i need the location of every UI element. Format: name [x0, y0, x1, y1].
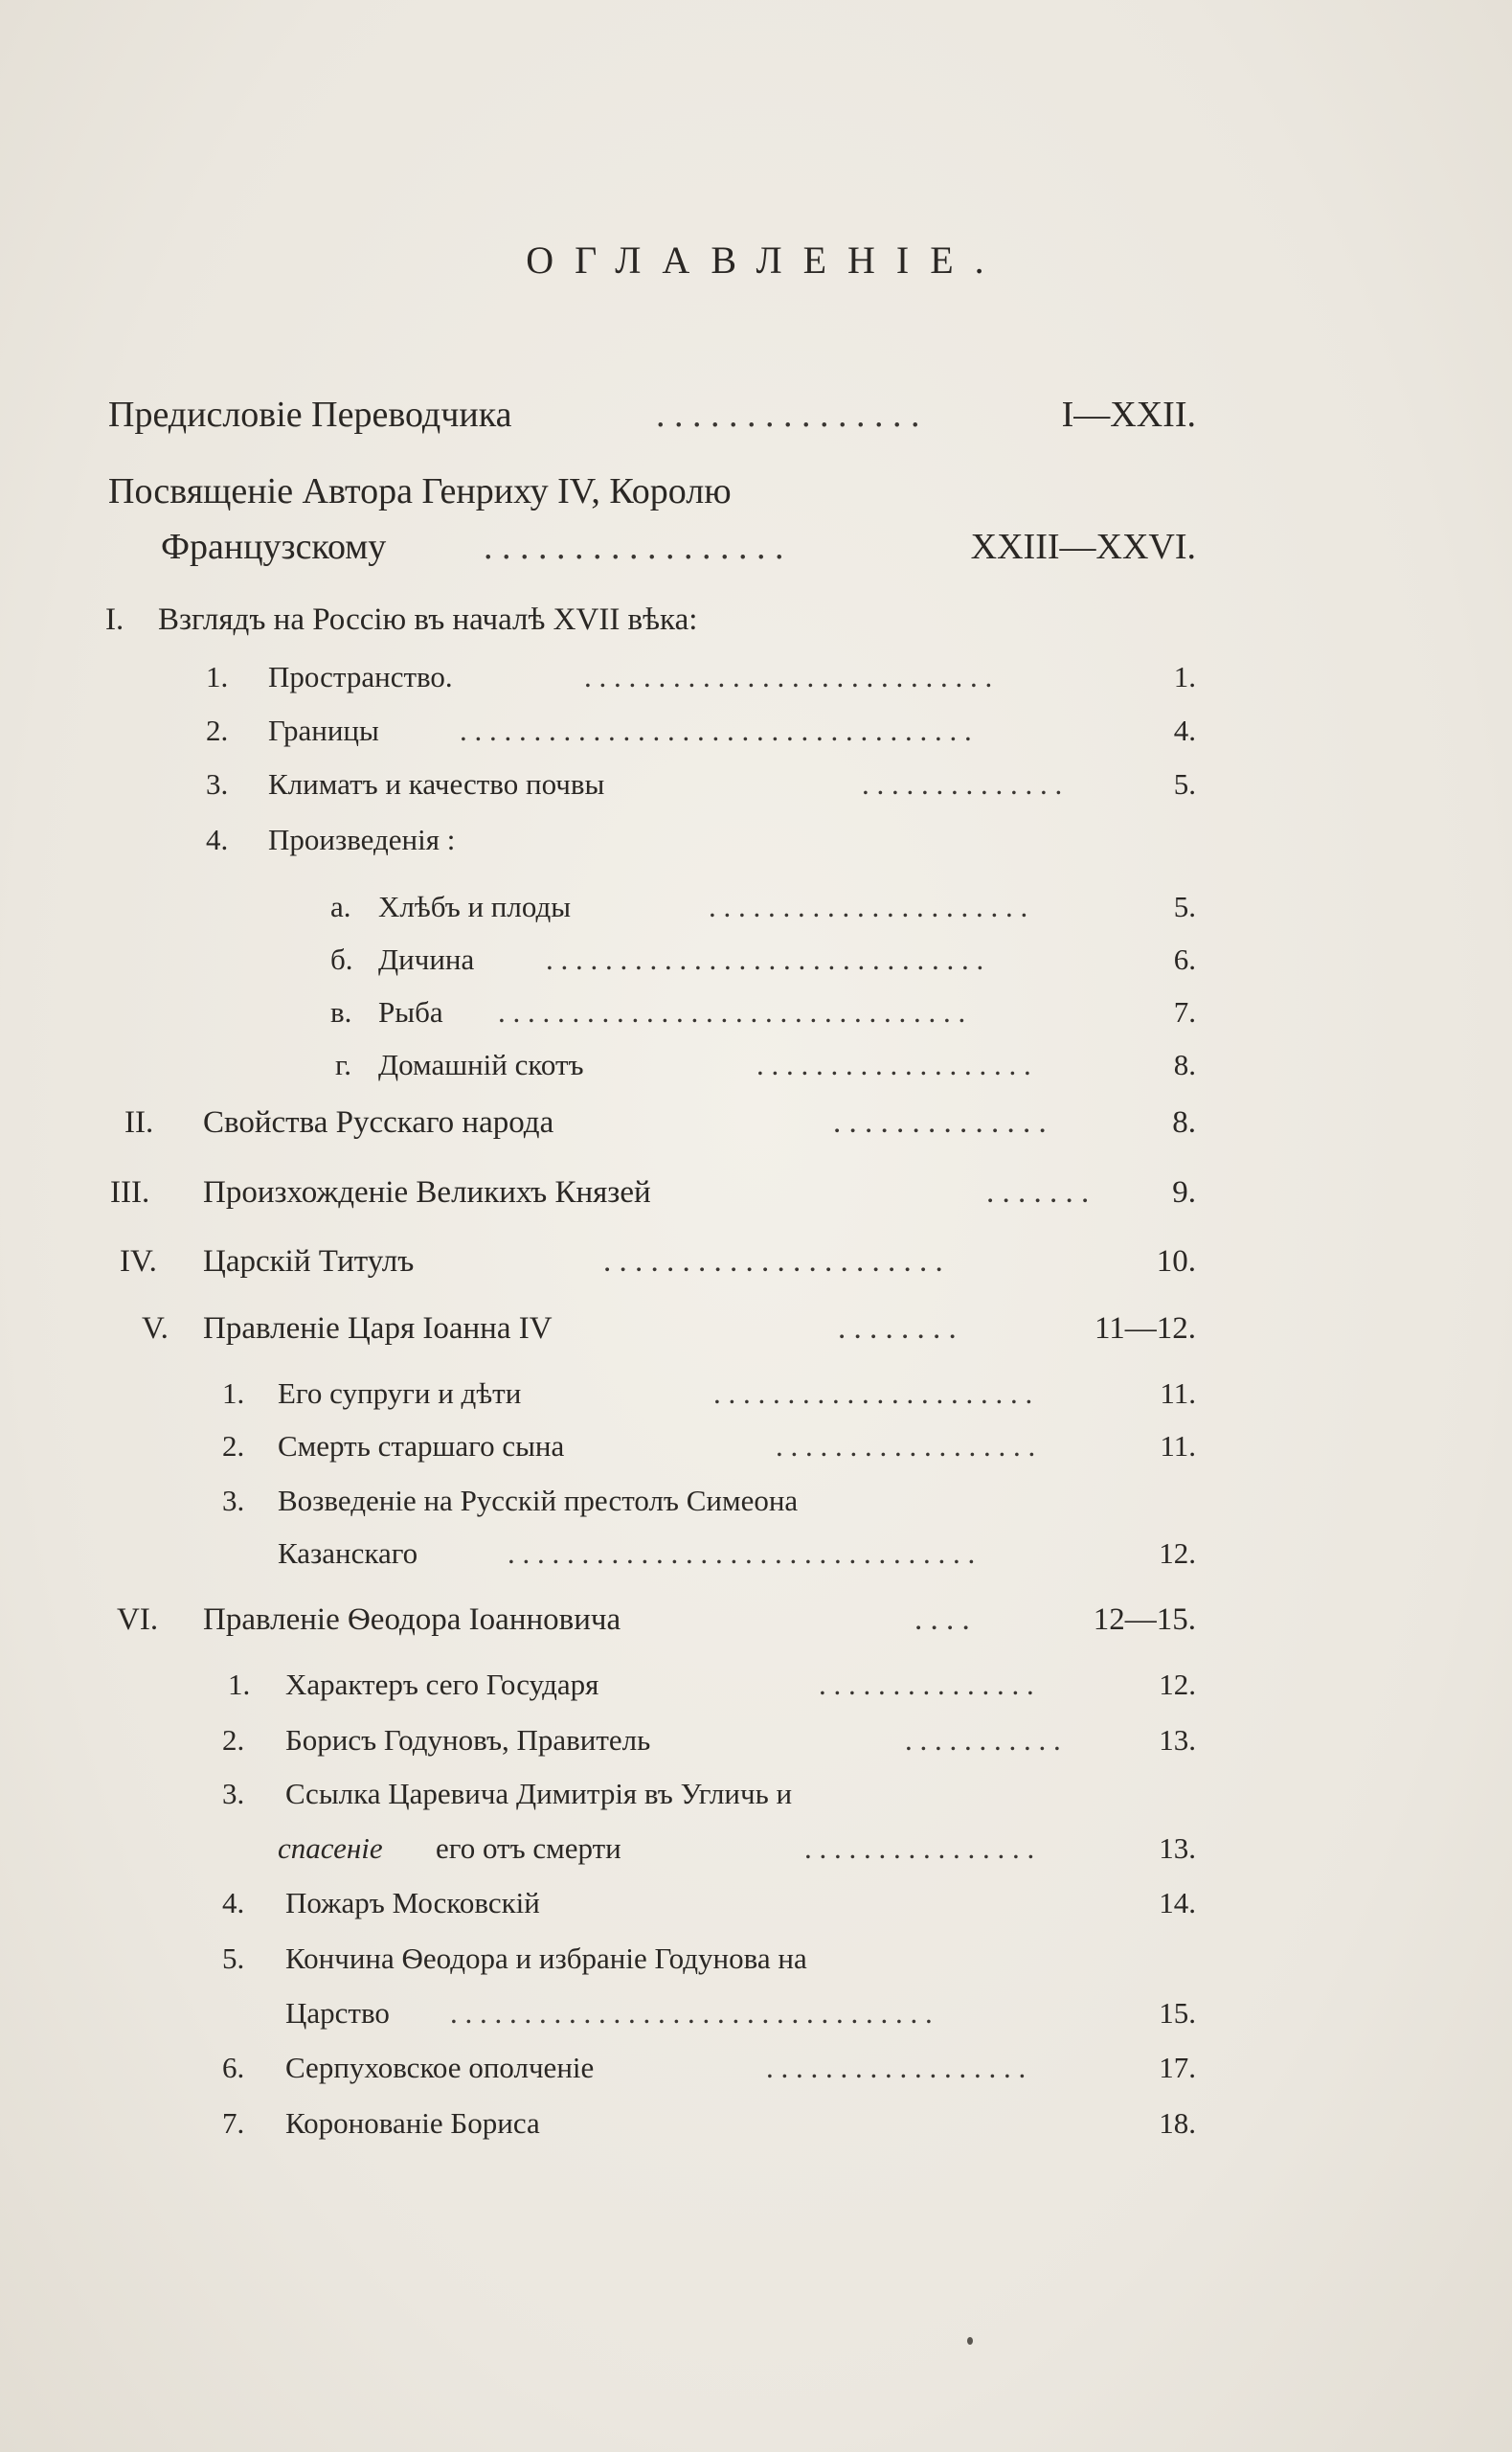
dot-leader: . . . . . . . . . . . . . . . . . . . . . . . . . . . . . . . . — [508, 1538, 976, 1568]
entry-text: Произхожденіе Великихъ Князей — [203, 1175, 651, 1210]
toc-entry — [0, 1295, 1512, 1352]
entry-text: Ссылка Царевича Димитрія въ Угличь и — [285, 1777, 793, 1810]
toc-entry — [0, 1411, 1512, 1468]
toc-entry — [0, 460, 1512, 517]
entry-number: II. — [124, 1105, 154, 1140]
entry-number: III. — [110, 1175, 150, 1210]
dot-leader: . . . . . . . . . . . . . . . . . . . . . . . . . . . . . . . . . — [450, 1998, 933, 2028]
toc-entry — [0, 1923, 1512, 1981]
entry-page: 9. — [1172, 1175, 1196, 1210]
toc-entry — [0, 2032, 1512, 2090]
entry-number: 1. — [228, 1668, 251, 1701]
entry-number: 1. — [206, 660, 229, 693]
dot-leader: . . . . . . . . . . . . . . . . . — [484, 529, 784, 565]
toc-entry — [0, 1228, 1512, 1285]
entry-page: 13. — [1159, 1831, 1196, 1865]
entry-text: его отъ смерти — [436, 1831, 621, 1865]
toc-entry — [0, 1518, 1512, 1576]
toc-entry-page-row — [0, 2088, 1512, 2146]
entry-number: 3. — [222, 1777, 245, 1810]
entry-number: 6. — [222, 2051, 245, 2084]
entry-text: Смерть старшаго сына — [278, 1429, 565, 1463]
entry-text: Казанскаго — [278, 1536, 418, 1570]
entry-page: XXIII—XXVI. — [970, 527, 1196, 567]
entry-page: 10. — [1156, 1244, 1196, 1279]
page-title: ОГЛАВЛЕНІЕ. — [526, 238, 1005, 282]
dot-leader: . . . . — [914, 1604, 970, 1636]
dot-leader: . . . . . . . . . . . . . . . . — [804, 1833, 1035, 1863]
toc-entry — [0, 1159, 1512, 1216]
entry-number: 2. — [222, 1723, 245, 1757]
dot-leader: . . . . . . . . . . . . . . . . . . . — [756, 1050, 1031, 1079]
entry-page: 17. — [1159, 2051, 1196, 2084]
entry-number: г. — [335, 1048, 351, 1081]
entry-text: Французскому — [161, 527, 387, 567]
entry-page: I—XXII. — [1061, 395, 1196, 435]
toc-entry — [0, 1813, 1512, 1871]
dot-leader: . . . . . . . . . . . . . . . . . . . . . . — [713, 1378, 1033, 1408]
dot-leader: . . . . . . . . . . . . . . . . . . — [776, 1431, 1036, 1461]
entry-page: 4. — [1173, 714, 1196, 747]
toc-entry — [0, 1759, 1512, 1816]
dot-leader: . . . . . . . . . . . . . . . . . . . . . . . . . . . . . . — [546, 944, 984, 974]
entry-text: Правленіе Царя Іоанна IV — [203, 1311, 553, 1346]
toc-entry — [0, 872, 1512, 929]
toc-entry — [0, 1978, 1512, 2035]
entry-text: Царство — [285, 1996, 390, 2030]
entry-page: 18. — [1159, 2106, 1196, 2140]
toc-entry — [0, 586, 1512, 644]
entry-number: IV. — [120, 1244, 157, 1279]
entry-number: 2. — [222, 1429, 245, 1463]
entry-number: 5. — [222, 1941, 245, 1975]
entry-number: в. — [330, 995, 352, 1029]
entry-text: Борисъ Годуновъ, Правитель — [285, 1723, 651, 1757]
toc-entry — [0, 1705, 1512, 1762]
entry-number: 4. — [206, 823, 229, 856]
dot-leader: . . . . . . . . . . . . . . . . . . . . . . . . . . . . — [584, 662, 993, 692]
entry-page: 11—12. — [1094, 1311, 1196, 1346]
entry-text-italic: спасеніе — [278, 1831, 383, 1865]
entry-page: 14. — [1159, 1886, 1196, 1919]
entry-number: 3. — [222, 1484, 245, 1517]
entry-page: 13. — [1159, 1723, 1196, 1757]
entry-page: 12. — [1159, 1668, 1196, 1701]
dot-leader: . . . . . . . . . . . . . . — [862, 769, 1063, 799]
entry-text: Предисловіе Переводчика — [108, 395, 512, 435]
entry-page: 11. — [1160, 1376, 1196, 1410]
toc-entry — [0, 1030, 1512, 1087]
entry-text: Правленіе Ѳеодора Іоанновича — [203, 1602, 621, 1637]
entry-text: Кончина Ѳеодора и избраніе Годунова на — [285, 1941, 807, 1975]
entry-text: Взглядъ на Россію въ началѣ XVII вѣка: — [158, 602, 698, 637]
entry-number: V. — [142, 1311, 169, 1346]
dot-leader: . . . . . . . . . . . . . . . — [656, 397, 920, 433]
entry-number: 3. — [206, 767, 229, 801]
ink-speck — [967, 2337, 973, 2345]
entry-text: Пространство. — [268, 660, 453, 693]
toc-entry — [0, 383, 1512, 441]
toc-entry — [0, 1089, 1512, 1147]
entry-text: Домашній скотъ — [378, 1048, 584, 1081]
dot-leader: . . . . . . . . . . . . . . . . . . . . . . — [709, 892, 1028, 921]
entry-text: Коронованіе Бориса — [285, 2106, 540, 2140]
dot-leader: . . . . . . . . . . . . . . . . . . . . . . — [603, 1246, 943, 1278]
entry-page: 1. — [1173, 660, 1196, 693]
entry-number: б. — [330, 942, 353, 976]
toc-entry — [0, 515, 1512, 573]
entry-page: 11. — [1160, 1429, 1196, 1463]
entry-number: 2. — [206, 714, 229, 747]
toc-entry — [0, 749, 1512, 806]
entry-text: Дичина — [378, 942, 475, 976]
entry-page: 7. — [1173, 995, 1196, 1029]
entry-text: Посвященіе Автора Генриху IV, Королю — [108, 471, 732, 511]
toc-entry — [0, 1649, 1512, 1707]
entry-page: 8. — [1172, 1105, 1196, 1140]
toc-entry — [0, 924, 1512, 982]
entry-page: 12—15. — [1093, 1602, 1196, 1637]
entry-page: 15. — [1159, 1996, 1196, 2030]
entry-number: 7. — [222, 2106, 245, 2140]
dot-leader: . . . . . . . . . . . . . . . — [819, 1669, 1034, 1699]
toc-entry — [0, 1586, 1512, 1644]
entry-text: Царскій Титулъ — [203, 1244, 415, 1279]
toc-entry — [0, 1465, 1512, 1523]
toc-entry — [0, 642, 1512, 699]
entry-text: Пожаръ Московскій — [285, 1886, 540, 1919]
toc-entry — [0, 977, 1512, 1034]
dot-leader: . . . . . . . . . . . . . . . . . . . . . . . . . . . . . . . . — [498, 997, 966, 1027]
dot-leader: . . . . . . . . . . . . . . — [833, 1107, 1047, 1139]
entry-number: а. — [330, 890, 351, 923]
entry-text: Его супруги и дѣти — [278, 1376, 522, 1410]
toc-entry — [0, 695, 1512, 753]
entry-number: 1. — [222, 1376, 245, 1410]
entry-text: Свойства Русскаго народа — [203, 1105, 554, 1140]
dot-leader: . . . . . . . . . . . . . . . . . . . . . . . . . . . . . . . . . . . — [460, 715, 972, 745]
entry-text: Серпуховское ополченіе — [285, 2051, 595, 2084]
entry-page: 5. — [1173, 890, 1196, 923]
entry-text: Климатъ и качество почвы — [268, 767, 605, 801]
entry-page: 6. — [1173, 942, 1196, 976]
entry-number: 4. — [222, 1886, 245, 1919]
entry-page: 8. — [1173, 1048, 1196, 1081]
entry-text: Характеръ сего Государя — [285, 1668, 599, 1701]
dot-leader: . . . . . . . — [986, 1177, 1090, 1209]
dot-leader: . . . . . . . . — [838, 1313, 957, 1345]
entry-text: Возведеніе на Русскій престолъ Симеона — [278, 1484, 799, 1517]
entry-number: I. — [105, 602, 124, 637]
dot-leader: . . . . . . . . . . . . . . . . . . — [766, 2053, 1027, 2082]
entry-number: VI. — [117, 1602, 159, 1637]
entry-text: Хлѣбъ и плоды — [378, 890, 572, 923]
entry-page: 12. — [1159, 1536, 1196, 1570]
toc-entry — [0, 805, 1512, 862]
entry-text: Произведенія : — [268, 823, 456, 856]
dot-leader: . . . . . . . . . . . — [905, 1725, 1061, 1755]
toc-entry-page-row — [0, 1868, 1512, 1925]
entry-page: 5. — [1173, 767, 1196, 801]
entry-text: Границы — [268, 714, 379, 747]
entry-text: Рыба — [378, 995, 443, 1029]
toc-entry — [0, 1358, 1512, 1416]
